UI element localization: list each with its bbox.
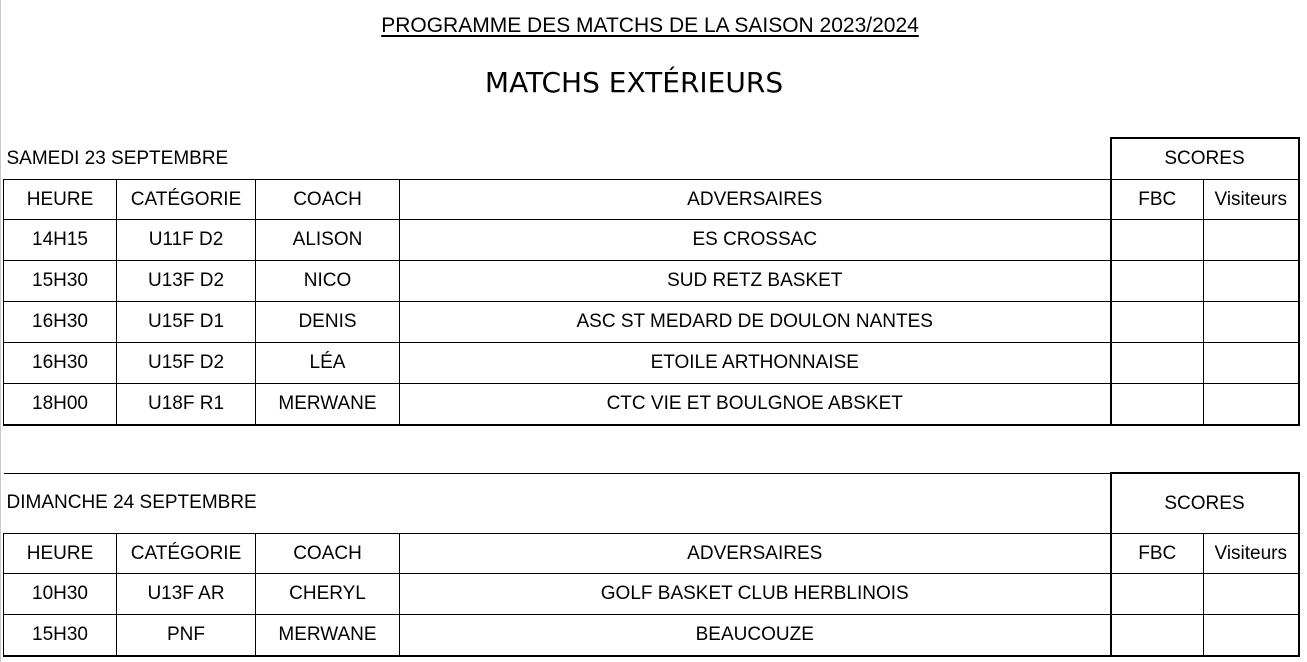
cell-categorie: U13F D2 [117,261,256,302]
cell-coach: DENIS [256,302,400,343]
scores-header: SCORES [1111,138,1299,180]
table-row [4,343,1299,384]
col-visiteurs: Visiteurs [1204,180,1299,220]
cell-categorie: U18F R1 [117,384,256,426]
cell-adversaire: BEAUCOUZE [400,615,1111,657]
page-subtitle: MATCHS EXTÉRIEURS [484,66,784,99]
schedule-table-day-1 [3,137,1300,426]
cell-heure: 14H15 [4,220,117,261]
schedule-table-day-2 [3,472,1300,657]
col-categorie: CATÉGORIE [117,180,256,220]
cell-adversaire: CTC VIE ET BOULGNOE ABSKET [400,384,1111,426]
cell-adversaire: SUD RETZ BASKET [400,261,1111,302]
cell-fbc-score[interactable] [1111,384,1204,426]
col-visiteurs: Visiteurs [1204,534,1299,574]
cell-coach: MERWANE [256,615,400,657]
cell-heure: 15H30 [4,615,117,657]
table-row [4,615,1299,657]
cell-adversaire: ETOILE ARTHONNAISE [400,343,1111,384]
table-row [4,384,1299,426]
cell-visiteurs-score[interactable] [1204,220,1299,261]
table-row [4,302,1299,343]
cell-fbc-score[interactable] [1111,220,1204,261]
cell-coach: ALISON [256,220,400,261]
cell-adversaire: ASC ST MEDARD DE DOULON NANTES [400,302,1111,343]
cell-categorie: U15F D1 [117,302,256,343]
col-adversaires: ADVERSAIRES [400,534,1111,574]
cell-heure: 15H30 [4,261,117,302]
cell-coach: LÉA [256,343,400,384]
cell-visiteurs-score[interactable] [1204,615,1299,657]
scores-header: SCORES [1111,473,1299,534]
cell-visiteurs-score[interactable] [1204,261,1299,302]
cell-visiteurs-score[interactable] [1204,343,1299,384]
cell-visiteurs-score[interactable] [1204,384,1299,426]
col-adversaires: ADVERSAIRES [400,180,1111,220]
col-coach: COACH [256,534,400,574]
cell-heure: 16H30 [4,343,117,384]
col-heure: HEURE [4,534,117,574]
sheet-left-edge [0,0,1,662]
cell-heure: 16H30 [4,302,117,343]
cell-coach: MERWANE [256,384,400,426]
col-fbc: FBC [1111,534,1204,574]
cell-visiteurs-score[interactable] [1204,302,1299,343]
col-heure: HEURE [4,180,117,220]
cell-fbc-score[interactable] [1111,574,1204,615]
day-label: SAMEDI 23 SEPTEMBRE [4,138,1111,180]
cell-adversaire: ES CROSSAC [400,220,1111,261]
cell-visiteurs-score[interactable] [1204,574,1299,615]
table-row [4,220,1299,261]
cell-heure: 18H00 [4,384,117,426]
page-title: PROGRAMME DES MATCHS DE LA SAISON 2023/2024 [381,14,919,37]
cell-fbc-score[interactable] [1111,343,1204,384]
table-row [4,261,1299,302]
cell-fbc-score[interactable] [1111,615,1204,657]
cell-coach: NICO [256,261,400,302]
col-fbc: FBC [1111,180,1204,220]
cell-heure: 10H30 [4,574,117,615]
cell-categorie: PNF [117,615,256,657]
col-coach: COACH [256,180,400,220]
cell-coach: CHERYL [256,574,400,615]
table-row [4,574,1299,615]
col-categorie: CATÉGORIE [117,534,256,574]
day-label: DIMANCHE 24 SEPTEMBRE [4,473,1111,534]
cell-categorie: U11F D2 [117,220,256,261]
cell-categorie: U13F AR [117,574,256,615]
cell-adversaire: GOLF BASKET CLUB HERBLINOIS [400,574,1111,615]
cell-fbc-score[interactable] [1111,261,1204,302]
cell-categorie: U15F D2 [117,343,256,384]
cell-fbc-score[interactable] [1111,302,1204,343]
